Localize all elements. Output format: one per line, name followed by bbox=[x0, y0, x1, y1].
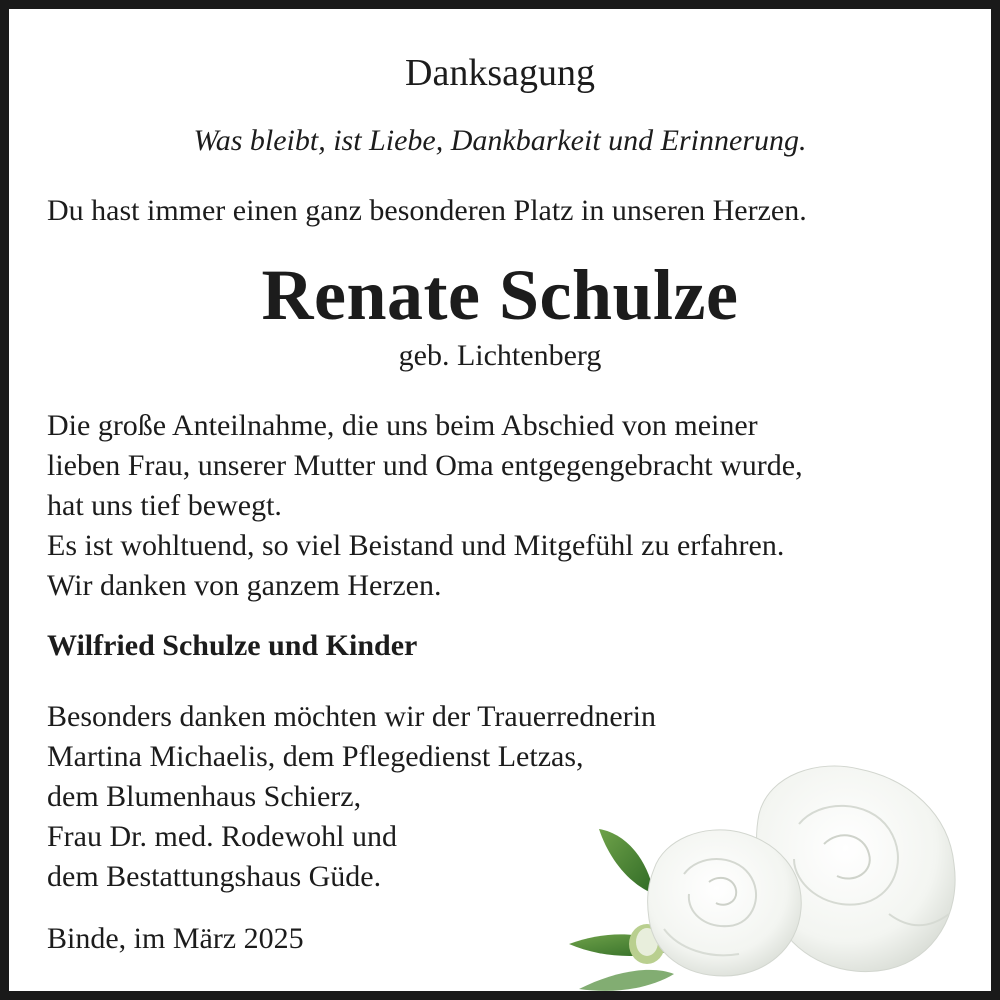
special-thanks-line: Besonders danken möchten wir der Trauerrednerin bbox=[47, 700, 656, 733]
thanks-line: Es ist wohltuend, so viel Beistand und Mitgefühl zu erfahren. bbox=[47, 529, 785, 562]
thanks-line: Die große Anteilnahme, die uns beim Abschied von meiner bbox=[47, 409, 758, 442]
deceased-name: Renate Schulze bbox=[261, 255, 739, 335]
white-roses-icon bbox=[569, 754, 979, 999]
thanks-line: hat uns tief bewegt. bbox=[47, 489, 282, 522]
special-thanks-paragraph bbox=[47, 697, 656, 897]
birth-name: geb. Lichtenberg bbox=[398, 339, 602, 372]
place-date: Binde, im März 2025 bbox=[47, 922, 304, 955]
special-thanks-line: dem Bestattungshaus Güde. bbox=[47, 860, 382, 893]
notice-intro: Du hast immer einen ganz besonderen Platz in unseren Herzen. bbox=[47, 194, 807, 227]
special-thanks-line: Frau Dr. med. Rodewohl und bbox=[47, 820, 397, 853]
thanks-line: Wir danken von ganzem Herzen. bbox=[47, 569, 442, 602]
special-thanks-line: Martina Michaelis, dem Pflegedienst Letzas, bbox=[47, 740, 584, 773]
signature: Wilfried Schulze und Kinder bbox=[47, 629, 418, 662]
notice-heading: Danksagung bbox=[405, 52, 595, 94]
notice-motto: Was bleibt, ist Liebe, Dankbarkeit und Erinnerung. bbox=[193, 124, 807, 157]
thanks-paragraph bbox=[47, 406, 803, 606]
special-thanks-line: dem Blumenhaus Schierz, bbox=[47, 780, 362, 813]
thanks-line: lieben Frau, unserer Mutter und Oma entgegengebracht wurde, bbox=[47, 449, 803, 482]
